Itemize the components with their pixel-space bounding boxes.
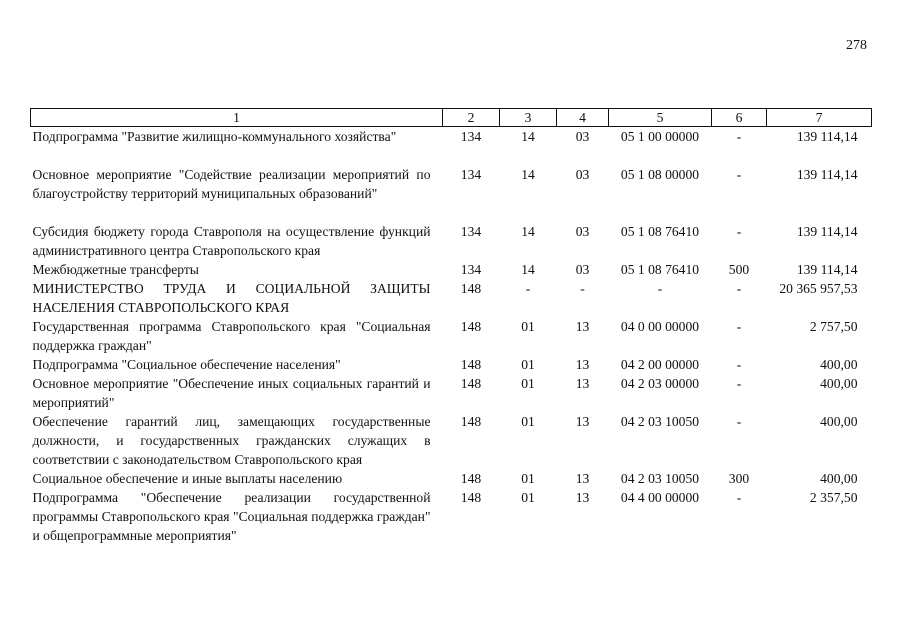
row-c5: 04 2 03 10050 [620, 471, 700, 486]
row-c6: - [736, 167, 742, 182]
row-name: Подпрограмма "Развитие жилищно-коммунального хозяйства" [32, 129, 397, 144]
column-header: 7 [767, 109, 872, 127]
column-header: 5 [609, 109, 712, 127]
table-row [31, 165, 872, 222]
table-row [31, 222, 872, 260]
table-row [31, 317, 872, 355]
row-c6: - [736, 281, 742, 296]
row-c3: 01 [521, 376, 535, 391]
row-c3: 14 [521, 224, 535, 239]
row-c3: 01 [521, 471, 535, 486]
row-c7: 139 114,14 [796, 129, 858, 144]
page-number: 278 [846, 38, 867, 53]
column-header: 4 [557, 109, 609, 127]
row-c7: 139 114,14 [796, 167, 858, 182]
row-name: МИНИСТЕРСТВО ТРУДА И СОЦИАЛЬНОЙ ЗАЩИТЫ НАСЕЛЕНИЯ СТАВРОПОЛЬСКОГО КРАЯ [32, 281, 431, 315]
row-c4: 03 [575, 262, 590, 277]
row-c5: 05 1 08 76410 [620, 262, 700, 277]
row-c6: - [736, 224, 742, 239]
table-row [31, 355, 872, 374]
row-c7: 2 357,50 [809, 490, 858, 505]
row-c2: 148 [460, 357, 482, 372]
row-c5: 04 2 03 00000 [620, 376, 700, 391]
row-c7: 20 365 957,53 [779, 281, 858, 296]
table-row [31, 374, 872, 412]
table-header-row [31, 109, 872, 127]
row-c5: 05 1 08 76410 [620, 224, 700, 239]
row-c3: - [525, 281, 531, 296]
column-header: 6 [712, 109, 767, 127]
row-c4: 13 [575, 414, 590, 429]
row-c4: 13 [575, 376, 590, 391]
row-c2: 134 [460, 224, 482, 239]
row-c5: 04 0 00 00000 [620, 319, 700, 334]
row-c5: 04 4 00 00000 [620, 490, 700, 505]
column-header: 3 [500, 109, 557, 127]
row-c2: 134 [460, 262, 482, 277]
row-c3: 01 [521, 414, 535, 429]
table-row [31, 279, 872, 317]
row-c6: - [736, 129, 742, 144]
row-c5: 04 2 00 00000 [620, 357, 700, 372]
row-c7: 139 114,14 [796, 224, 858, 239]
row-name: Обеспечение гарантий лиц, замещающих государственные должности, и государственных гражданских служащих в соответствии с законодательством Ставропольского края [32, 414, 431, 467]
table-row [31, 412, 872, 469]
row-c7: 400,00 [820, 376, 858, 391]
row-c3: 14 [521, 167, 535, 182]
row-name: Основное мероприятие "Содействие реализации мероприятий по благоустройству территорий муниципальных образований" [32, 167, 431, 201]
row-c2: 148 [460, 281, 482, 296]
row-c2: 134 [460, 129, 482, 144]
row-c6: 500 [728, 262, 750, 277]
row-c3: 01 [521, 357, 535, 372]
row-c2: 148 [460, 414, 482, 429]
row-c7: 139 114,14 [796, 262, 858, 277]
table-row [31, 469, 872, 488]
row-c4: 03 [575, 167, 590, 182]
row-c4: 13 [575, 471, 590, 486]
column-header: 1 [31, 109, 443, 127]
row-c2: 148 [460, 376, 482, 391]
row-c4: 13 [575, 357, 590, 372]
row-c6: - [736, 357, 742, 372]
row-name: Государственная программа Ставропольского края "Социальная поддержка граждан" [32, 319, 431, 353]
row-c7: 2 757,50 [809, 319, 858, 334]
row-name: Субсидия бюджету города Ставрополя на осуществление функций административного центра Ставропольского края [32, 224, 431, 258]
row-c5: 05 1 00 00000 [620, 129, 700, 144]
row-c3: 01 [521, 319, 535, 334]
row-c6: 300 [728, 471, 750, 486]
row-c3: 14 [521, 129, 535, 144]
row-c2: 148 [460, 319, 482, 334]
table-row [31, 488, 872, 545]
row-c6: - [736, 376, 742, 391]
row-c7: 400,00 [820, 414, 858, 429]
row-name: Подпрограмма "Обеспечение реализации государственной программы Ставропольского края "Социальная поддержка граждан" и общепрограммные мероприятия" [32, 490, 431, 543]
row-name: Социальное обеспечение и иные выплаты населению [32, 471, 343, 486]
row-c2: 148 [460, 471, 482, 486]
budget-table [30, 108, 872, 545]
row-name: Основное мероприятие "Обеспечение иных социальных гарантий и мероприятий" [32, 376, 431, 410]
row-c2: 148 [460, 490, 482, 505]
row-c4: 03 [575, 224, 590, 239]
row-c7: 400,00 [820, 471, 858, 486]
row-c5: 05 1 08 00000 [620, 167, 700, 182]
row-name: Подпрограмма "Социальное обеспечение населения" [32, 357, 341, 372]
row-c5: - [657, 281, 663, 296]
table-row [31, 260, 872, 279]
row-name: Межбюджетные трансферты [32, 262, 199, 277]
row-c4: 13 [575, 490, 590, 505]
row-c6: - [736, 490, 742, 505]
row-c4: - [580, 281, 585, 296]
column-header: 2 [443, 109, 500, 127]
row-c7: 400,00 [820, 357, 858, 372]
row-c3: 01 [521, 490, 535, 505]
row-c5: 04 2 03 10050 [620, 414, 700, 429]
row-c6: - [736, 319, 742, 334]
row-c4: 13 [575, 319, 590, 334]
table-row [31, 127, 872, 166]
row-c2: 134 [460, 167, 482, 182]
row-c4: 03 [575, 129, 590, 144]
row-c6: - [736, 414, 742, 429]
row-c3: 14 [521, 262, 535, 277]
